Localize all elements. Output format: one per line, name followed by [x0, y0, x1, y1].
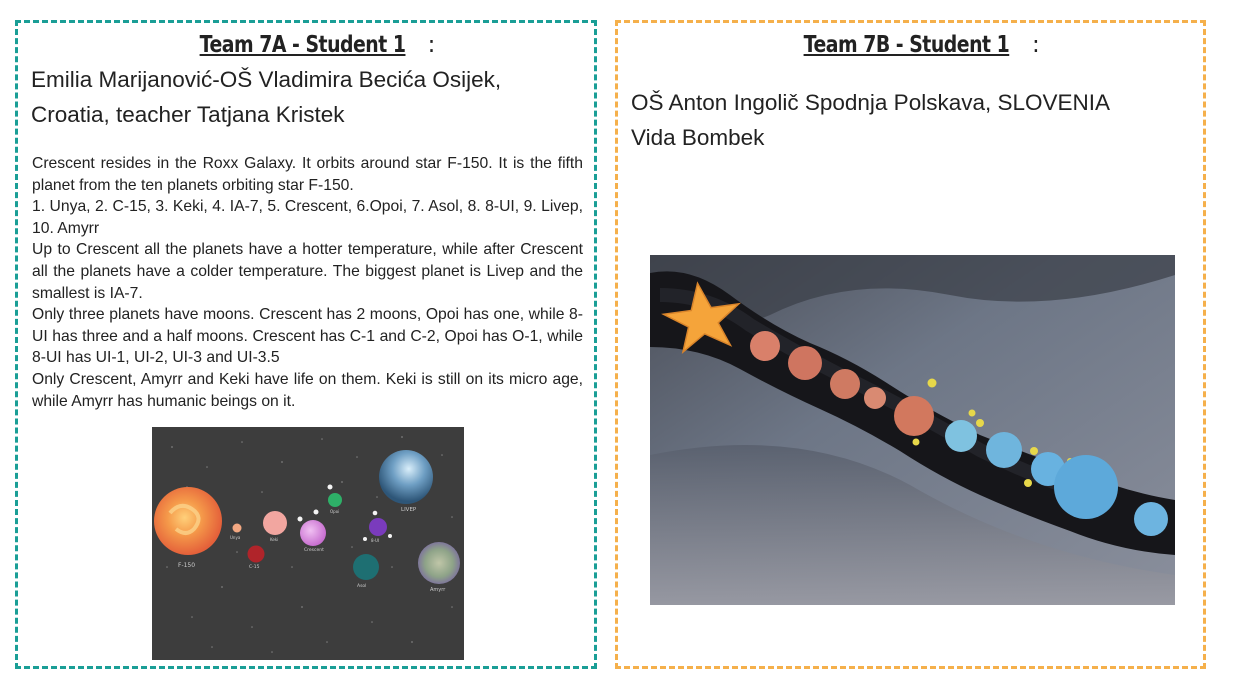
- paragraph-life: Only Crescent, Amyrr and Keki have life on them. Keki is still on its micro age, while Amyrr has humanic beings on it.: [32, 370, 583, 410]
- label-c15: C-15: [249, 565, 260, 570]
- paragraph-moons: Only three planets have moons. Crescent has 2 moons, Opoi has one, while 8-UI has three and a half moons. Crescent has C-1 and C-2, Opoi has O-1, while 8-UI has UI-1, UI-2, UI-3 and UI-3.5: [32, 306, 583, 367]
- planet-livep: [379, 450, 433, 504]
- solar-system-drawing: [152, 427, 464, 660]
- painted-planet-6: [945, 420, 977, 452]
- planet-amyrr: [418, 542, 460, 584]
- team-7b-colon: :: [1032, 32, 1040, 58]
- label-asol: Asol: [357, 584, 367, 589]
- planet-unya: [233, 524, 242, 533]
- label-unya: Unya: [230, 535, 241, 540]
- painted-planet-9: [1054, 455, 1118, 519]
- label-livep: LIVEP: [401, 507, 417, 513]
- solar-system-painting: [650, 255, 1175, 605]
- painted-planet-1: [750, 331, 780, 361]
- label-f150: F-150: [178, 562, 196, 569]
- moon-ui1: [373, 511, 378, 516]
- painted-planet-10: [1134, 502, 1168, 536]
- team-7a-description: [32, 153, 583, 412]
- team-7b-author-line-1: OŠ Anton Ingolič Spodnja Polskava, SLOVENIA: [631, 90, 1111, 115]
- team-7b-panel: [615, 20, 1206, 669]
- painted-planet-5: [894, 396, 934, 436]
- moon-c2: [314, 510, 319, 515]
- painted-planet-2: [788, 346, 822, 380]
- team-7a-colon: :: [427, 32, 436, 58]
- moon-c1: [298, 517, 303, 522]
- moon-o1: [328, 485, 333, 490]
- team-7a-title: Team 7A - Student 1: [199, 32, 406, 58]
- label-opoi: Opoi: [330, 509, 340, 514]
- team-7b-author-line-2: Vida Bombek: [631, 125, 765, 150]
- team-7a-author-line-1: Emilia Marijanović-OŠ Vladimira Becića Osijek,: [31, 67, 502, 92]
- paragraph-temperature: Up to Crescent all the planets have a hotter temperature, while after Crescent all the planets have a colder temperature. The biggest planet is Livep and the smallest is IA-7.: [32, 241, 583, 302]
- painted-planet-3: [830, 369, 860, 399]
- planet-8ui: [369, 518, 387, 536]
- label-8ui: 8-UI: [371, 538, 380, 543]
- star-f150: [154, 487, 222, 555]
- moon-ui2: [363, 537, 367, 541]
- planet-keki: [263, 511, 287, 535]
- label-keki: Keki: [270, 537, 279, 542]
- team-7b-heading: [618, 32, 1203, 60]
- planet-crescent: [300, 520, 326, 546]
- team-7b-title: Team 7B - Student 1: [803, 32, 1010, 58]
- label-amyrr: Amyrr: [430, 587, 446, 593]
- team-7a-author-line-2: Croatia, teacher Tatjana Kristek: [31, 102, 345, 127]
- planet-c15: [248, 546, 265, 563]
- team-7a-heading: [18, 32, 594, 60]
- team-7a-panel: [15, 20, 597, 669]
- painted-planet-4: [864, 387, 886, 409]
- moon-ui3: [388, 534, 392, 538]
- planet-asol: [353, 554, 379, 580]
- planet-opoi: [328, 493, 342, 507]
- paragraph-planet-list: 1. Unya, 2. C-15, 3. Keki, 4. IA-7, 5. Crescent, 6.Opoi, 7. Asol, 8. 8-UI, 9. Livep, 10. Amyrr: [32, 198, 583, 237]
- painted-planet-7: [986, 432, 1022, 468]
- label-crescent: Crescent: [304, 548, 324, 553]
- paragraph-orbit: Crescent resides in the Roxx Galaxy. It orbits around star F-150. It is the fifth planet from the ten planets orbiting star F-150.: [32, 155, 583, 194]
